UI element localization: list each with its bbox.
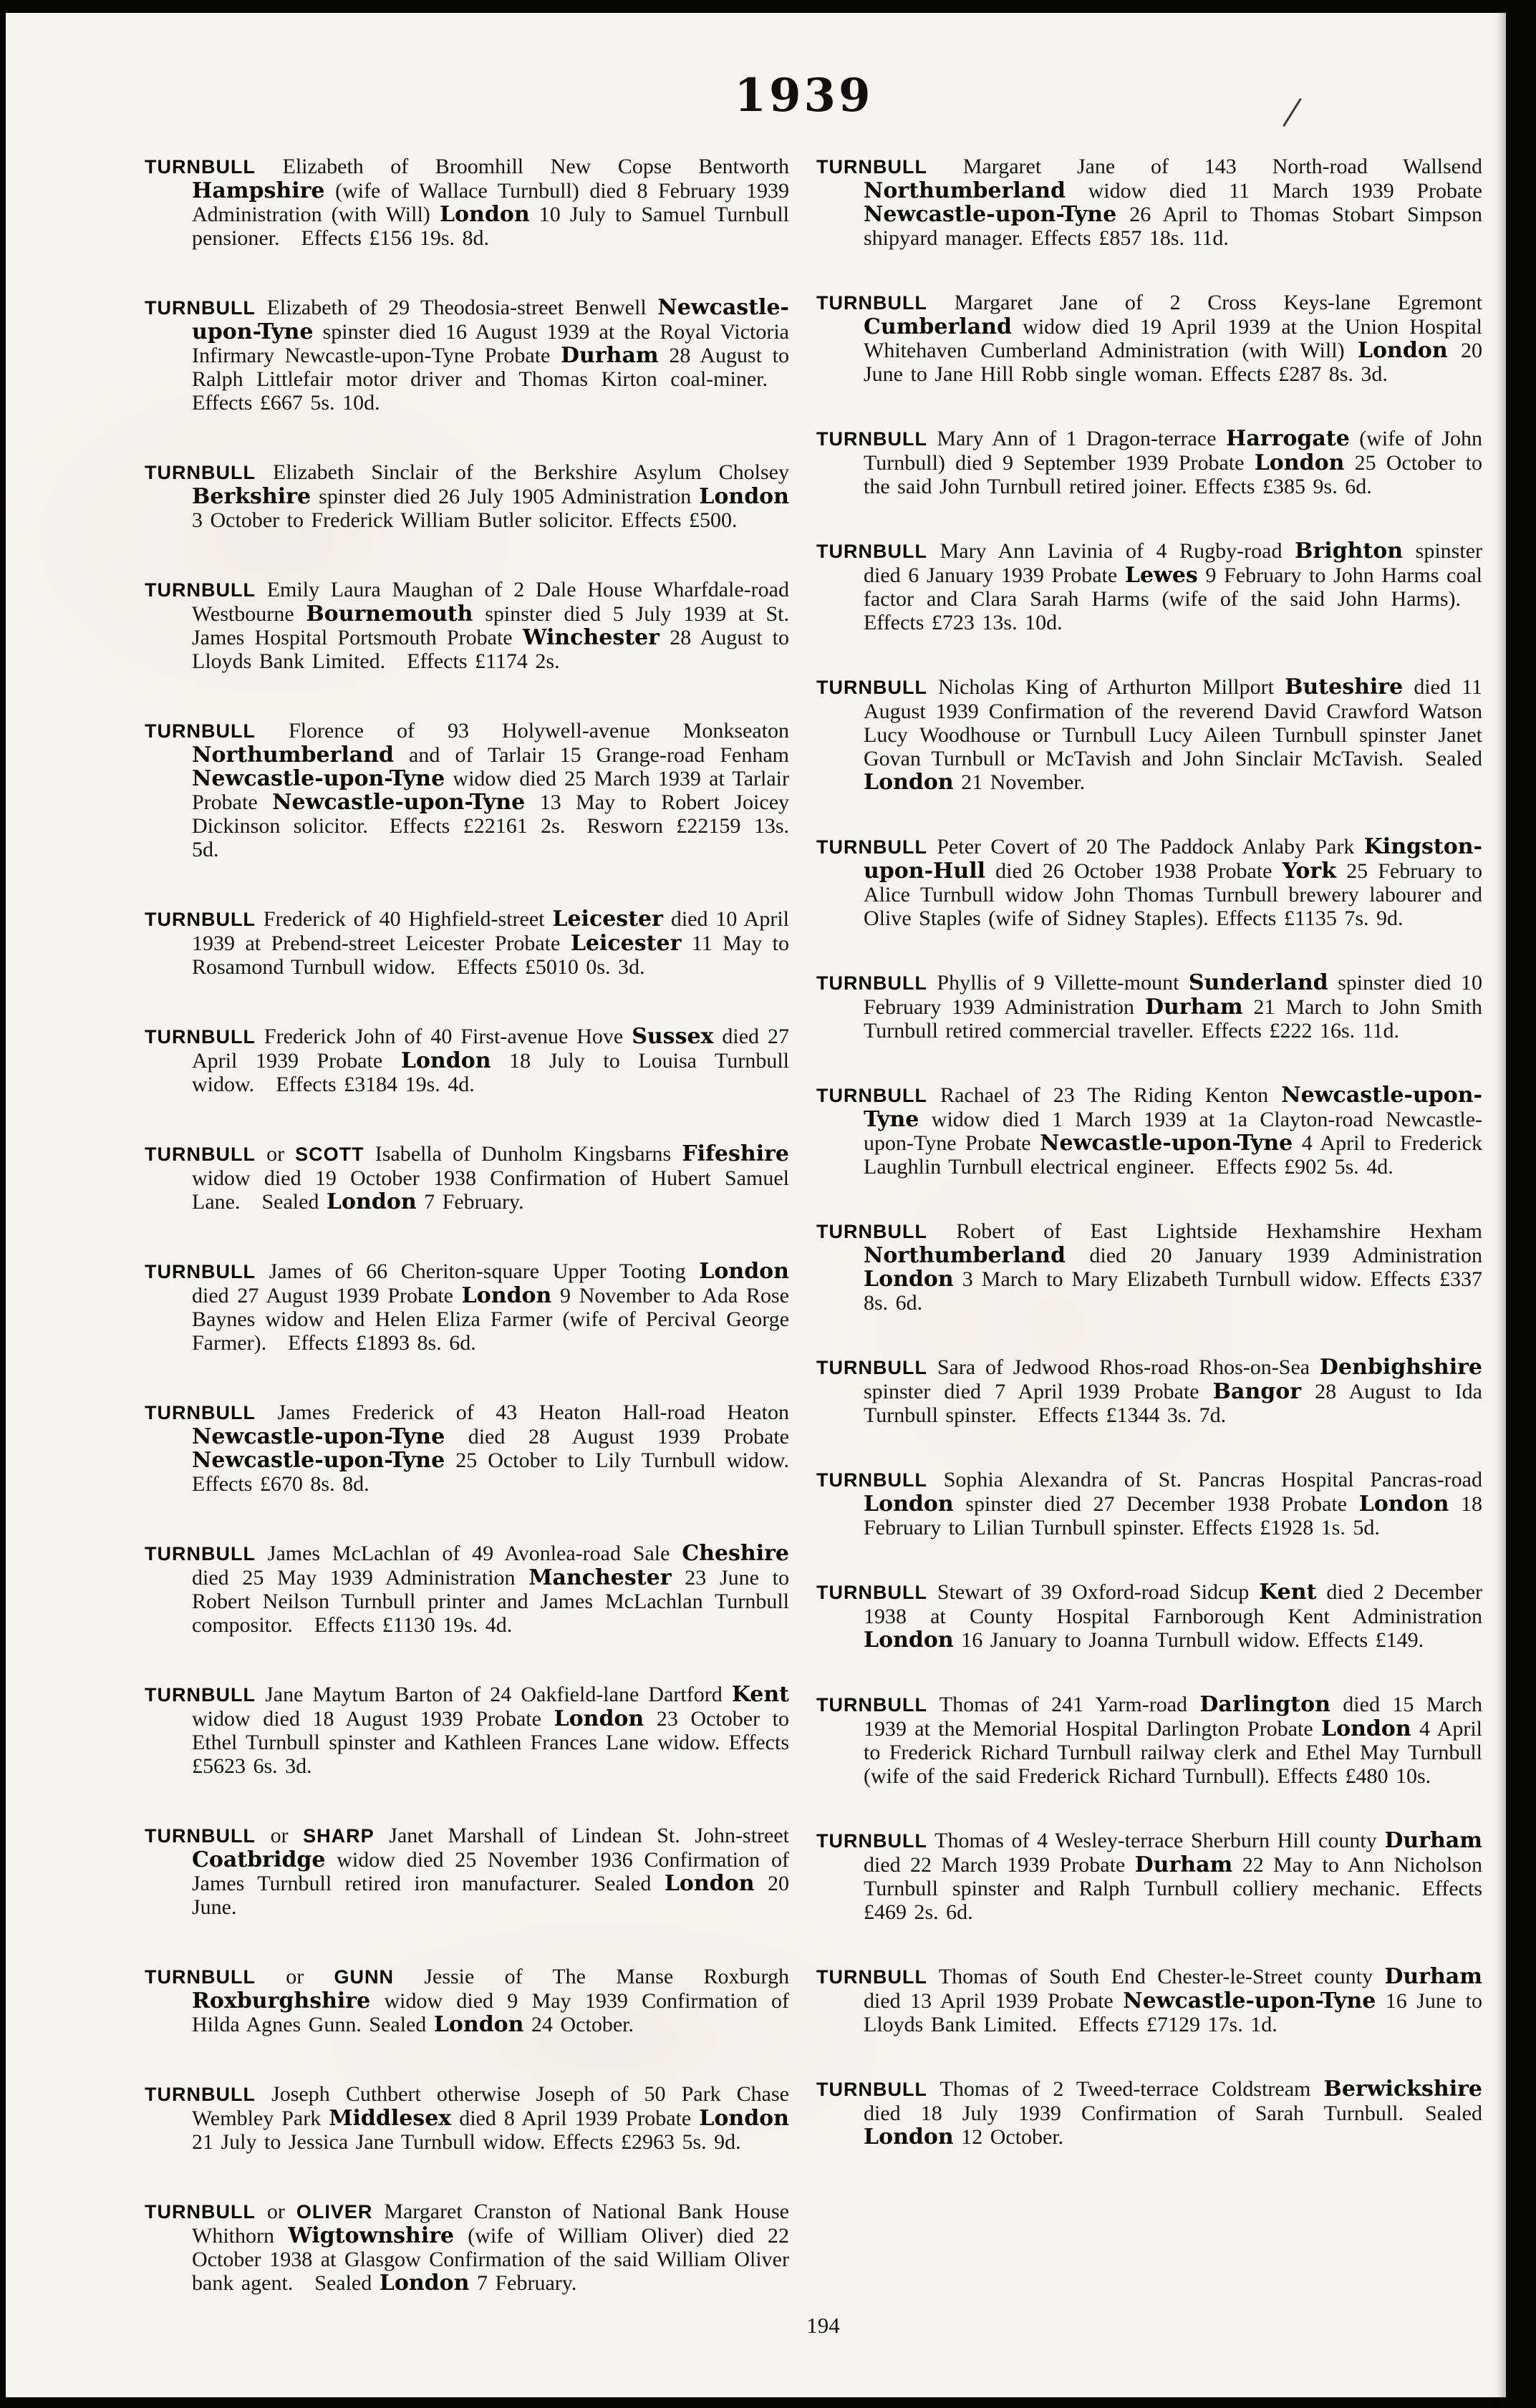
entry-text: 9 November to Ada Rose Baynes widow and Helen Eliza Farmer (wife of Percival George Farmer). Effects £1893 8s. 6d. [192, 1284, 789, 1355]
probate-entry [145, 1259, 789, 1355]
probate-entry [145, 907, 789, 979]
place-bold: London [433, 2012, 524, 2037]
entry-text: Frederick John of 40 First-avenue Hove [255, 1025, 632, 1048]
place-bold: Kingston-upon-Hull [864, 834, 1482, 884]
place-bold: Newcastle-upon-Tyne [192, 295, 789, 344]
place-bold: Buteshire [1285, 674, 1404, 700]
probate-entry [145, 2200, 789, 2295]
entry-text: died 10 April 1939 at Prebend-street Leicester Probate [192, 907, 789, 955]
place-bold: London [664, 1871, 755, 1896]
surname-bold: TURNBULL [145, 1402, 256, 1423]
entry-text: died 27 August 1939 Probate [192, 1284, 462, 1307]
place-bold: York [1282, 859, 1337, 884]
surname-bold: TURNBULL [816, 836, 927, 858]
place-bold: Sussex [632, 1024, 714, 1049]
page-number: 194 [806, 2313, 840, 2338]
place-bold: Newcastle-upon-Tyne [1040, 1131, 1293, 1156]
surname-bold: OLIVER [296, 2201, 373, 2223]
surname-bold: TURNBULL [816, 1085, 927, 1106]
place-bold: Lewes [1124, 563, 1198, 588]
entry-text: spinster died 27 December 1938 Probate [953, 1492, 1359, 1516]
probate-entry [145, 1401, 789, 1496]
entry-text: 20 June to Jane Hill Robb single woman. Effects £287 8s. 3d. [864, 339, 1482, 386]
entry-text: Janet Marshall of Lindean St. John-street [374, 1824, 789, 1847]
place-bold: London [699, 1259, 789, 1284]
entry-text: died 22 March 1939 Probate [864, 1853, 1135, 1877]
entry-text: 4 April to Frederick Laughlin Turnbull electrical engineer. Effects £902 5s. 4d. [864, 1131, 1482, 1179]
place-bold: Durham [1144, 995, 1243, 1020]
entry-text: Margaret Cranston of National Bank House Whithorn [192, 2200, 789, 2248]
entry-text: 3 October to Frederick William Butler solicitor. Effects £500. [192, 508, 738, 532]
entry-text: Joseph Cuthbert otherwise Joseph of 50 Park Chase Wembley Park [192, 2082, 789, 2130]
entry-text: Stewart of 39 Oxford-road Sidcup [927, 1580, 1260, 1604]
probate-entry [816, 1693, 1482, 1788]
entry-text: (wife of Wallace Turnbull) died 8 February 1939 Administration (with Will) [192, 179, 789, 226]
entry-text: widow died 18 August 1939 Probate [192, 1707, 554, 1731]
probate-entry [816, 1965, 1482, 2036]
entry-text: 23 June to Robert Neilson Turnbull printer and James McLachlan Turnbull compositor. Effects £1130 19s. 4d. [192, 1566, 790, 1637]
entry-text: Thomas of 241 Yarm-road [927, 1693, 1200, 1716]
entry-text: 13 May to Robert Joicey Dickinson solicitor. Effects £22161 2s. Resworn £22159 13s. 5d. [192, 790, 790, 861]
probate-entry [145, 1142, 789, 1214]
entry-text: widow died 11 March 1939 Probate [1065, 179, 1482, 203]
entry-text: spinster died 5 July 1939 at St. James Hospital Portsmouth Probate [192, 602, 790, 649]
entry-text: Florence of 93 Holywell-avenue Monkseaton [255, 719, 789, 743]
place-bold: Coatbridge [192, 1847, 326, 1872]
surname-bold: TURNBULL [145, 909, 256, 930]
surname-bold: TURNBULL [145, 1026, 256, 1048]
surname-bold: TURNBULL [145, 1543, 256, 1565]
place-bold: Kent [1259, 1580, 1317, 1605]
surname-bold: SHARP [303, 1825, 375, 1847]
entry-text: 18 February to Lilian Turnbull spinster. Effects £1928 1s. 5d. [864, 1492, 1483, 1539]
place-bold: London [439, 202, 530, 227]
probate-entry [145, 1965, 789, 2036]
place-bold: Wigtownshire [288, 2223, 455, 2248]
surname-bold: TURNBULL [145, 156, 256, 178]
entry-text: Robert of East Lightside Hexhamshire Hexham [927, 1219, 1482, 1243]
place-bold: London [864, 2124, 954, 2150]
probate-entry [145, 578, 789, 673]
surname-bold: TURNBULL [816, 1830, 927, 1852]
place-bold: Newcastle-upon-Tyne [272, 790, 526, 815]
entry-text: Thomas of 2 Tweed-terrace Coldstream [927, 2077, 1324, 2101]
column-right [816, 155, 1482, 2149]
entry-text: spinster died 7 April 1939 Probate [864, 1380, 1213, 1403]
probate-entry [816, 1829, 1482, 1924]
entry-text: Jane Maytum Barton of 24 Oakfield-lane Dartford [255, 1683, 732, 1706]
entry-text: died 25 May 1939 Administration [192, 1566, 529, 1590]
entry-text: James McLachlan of 49 Avonlea-road Sale [255, 1542, 682, 1565]
entry-text: Jessie of The Manse Roxburgh [394, 1965, 789, 1988]
entry-text: widow died 25 March 1939 at Tarlair Probate [192, 767, 789, 814]
place-bold: Leicester [552, 906, 663, 932]
entry-text: 7 February. [416, 1190, 524, 1214]
entry-text: spinster died 16 August 1939 at the Royal Victoria Infirmary Newcastle-upon-Tyne Probate [192, 320, 789, 367]
probate-entry [145, 1683, 789, 1778]
place-bold: Kent [731, 1682, 789, 1707]
place-bold: Sunderland [1188, 970, 1328, 995]
surname-bold: TURNBULL [816, 1357, 927, 1378]
place-bold: Durham [1134, 1852, 1233, 1877]
entry-text: 21 November. [953, 770, 1086, 794]
place-bold: London [461, 1283, 552, 1308]
place-bold: London [1358, 1491, 1449, 1517]
probate-entry [816, 1219, 1482, 1315]
entry-text: 16 June to Lloyds Bank Limited. Effects £7129 17s. 1d. [864, 1989, 1483, 2036]
surname-bold: TURNBULL [145, 297, 256, 319]
place-bold: London [1357, 338, 1448, 363]
entry-text: died 20 January 1939 Administration [1065, 1244, 1482, 1267]
surname-bold: TURNBULL [145, 1261, 256, 1282]
probate-entry [145, 460, 789, 532]
place-bold: London [1254, 450, 1345, 475]
entry-text: died 11 August 1939 Confirmation of the reverend David Crawford Watson Lucy Woodhouse or Turnbull Lucy Aileen Turnbull spinster Janet Govan Turnbull or McTavish and John Sinclair McTavish. Sealed [864, 675, 1482, 770]
place-bold: Hampshire [192, 178, 325, 203]
probate-entry [816, 1355, 1482, 1427]
entry-text: 25 February to Alice Turnbull widow John Thomas Turnbull brewery labourer and Olive Staples (wife of Sidney Staples). Effects £1135 7s. 9d. [864, 859, 1482, 930]
place-bold: Harrogate [1226, 426, 1350, 451]
place-bold: Bournemouth [306, 601, 473, 627]
entry-text: or [255, 2200, 296, 2223]
place-bold: Cumberland [864, 314, 1012, 339]
probate-entry [816, 835, 1482, 930]
probate-entry [816, 1083, 1482, 1179]
entry-text: James Frederick of 43 Heaton Hall-road Heaton [255, 1401, 789, 1424]
place-bold: Newcastle-upon-Tyne [192, 1448, 445, 1473]
entry-text: 16 January to Joanna Turnbull widow. Effects £149. [953, 1628, 1424, 1652]
entry-text: or [255, 1142, 296, 1166]
entry-text: Nicholas King of Arthurton Millport [927, 675, 1285, 699]
probate-entry [816, 539, 1482, 634]
surname-bold: TURNBULL [816, 972, 927, 994]
entry-text: Mary Ann of 1 Dragon-terrace [927, 427, 1227, 450]
surname-bold: SCOTT [295, 1143, 364, 1165]
place-bold: Northumberland [192, 743, 394, 768]
entry-text: died 15 March 1939 at the Memorial Hospital Darlington Probate [864, 1693, 1482, 1741]
surname-bold: TURNBULL [816, 541, 927, 562]
place-bold: Berkshire [192, 484, 311, 509]
probate-entry [816, 2077, 1482, 2149]
entry-text: Elizabeth of Broomhill New Copse Bentworth [255, 155, 789, 178]
surname-bold: TURNBULL [816, 1582, 927, 1603]
entry-text: Margaret Jane of 2 Cross Keys-lane Egremont [927, 291, 1482, 314]
entry-text: 23 October to Ethel Turnbull spinster and Kathleen Frances Lane widow. Effects £5623 6s. 3d. [192, 1707, 789, 1778]
place-bold: London [326, 1189, 417, 1214]
entry-text: James of 66 Cheriton-square Upper Tooting [255, 1259, 700, 1283]
surname-bold: GUNN [334, 1966, 395, 1988]
entry-text: Elizabeth Sinclair of the Berkshire Asylum Cholsey [255, 460, 789, 484]
probate-entry [145, 1542, 789, 1637]
place-bold: London [554, 1706, 644, 1731]
place-bold: Newcastle-upon-Tyne [864, 1083, 1482, 1132]
place-bold: Newcastle-upon-Tyne [1123, 1988, 1376, 2013]
place-bold: London [699, 484, 789, 509]
surname-bold: TURNBULL [145, 1966, 256, 1988]
entry-text: widow died 25 November 1936 Confirmation of James Turnbull retired iron manufacturer. Sealed [192, 1848, 789, 1895]
place-bold: Darlington [1199, 1692, 1330, 1717]
place-bold: London [864, 1628, 954, 1653]
entry-text: 21 March to John Smith Turnbull retired commercial traveller. Effects £222 16s. 11d. [864, 995, 1483, 1043]
entry-text: Peter Covert of 20 The Paddock Anlaby Park [927, 835, 1364, 859]
entry-text: Isabella of Dunholm Kingsbarns [364, 1142, 682, 1166]
place-bold: Brighton [1295, 538, 1404, 564]
entry-text: (wife of John Turnbull) died 9 September 1939 Probate [864, 427, 1482, 475]
entry-text: 26 April to Thomas Stobart Simpson shipyard manager. Effects £857 18s. 11d. [864, 203, 1482, 250]
place-bold: Durham [561, 343, 659, 368]
place-bold: Bangor [1212, 1379, 1302, 1404]
place-bold: Newcastle-upon-Tyne [192, 1424, 445, 1449]
entry-text: 25 October to the said John Turnbull retired joiner. Effects £385 9s. 6d. [864, 451, 1482, 498]
place-bold: Winchester [522, 625, 660, 650]
surname-bold: TURNBULL [145, 579, 256, 601]
probate-entry [816, 971, 1482, 1043]
entry-text: 28 August to Ralph Littlefair motor driver and Thomas Kirton coal-miner. Effects £667 5s. 10d. [192, 344, 789, 415]
surname-bold: TURNBULL [816, 1694, 927, 1716]
entry-text: Sophia Alexandra of St. Pancras Hospital Pancras-road [927, 1468, 1482, 1491]
entry-text: Elizabeth of 29 Theodosia-street Benwell [255, 296, 658, 319]
surname-bold: TURNBULL [816, 2079, 927, 2100]
place-bold: London [864, 1267, 954, 1292]
place-bold: Cheshire [682, 1541, 789, 1566]
entry-text: (wife of William Oliver) died 22 October 1938 at Glasgow Confirmation of the said William Oliver bank agent. Sealed [192, 2224, 789, 2295]
entry-text: 3 March to Mary Elizabeth Turnbull widow. Effects £337 8s. 6d. [864, 1267, 1482, 1315]
probate-entry [145, 2082, 789, 2154]
probate-entry [145, 1824, 789, 1919]
entry-text: Frederick of 40 Highfield-street [255, 907, 553, 931]
entry-text: Phyllis of 9 Villette-mount [927, 971, 1189, 995]
surname-bold: TURNBULL [145, 720, 256, 742]
place-bold: Manchester [528, 1565, 672, 1590]
probate-entry [145, 719, 789, 861]
entry-text: died 26 October 1938 Probate [985, 859, 1283, 883]
surname-bold: TURNBULL [145, 2084, 256, 2105]
entry-text: died 13 April 1939 Probate [864, 1989, 1124, 2013]
scan-border-right [1506, 0, 1536, 2408]
surname-bold: TURNBULL [816, 156, 927, 178]
place-bold: Leicester [570, 931, 682, 956]
entry-text: or [255, 1824, 304, 1847]
surname-bold: TURNBULL [816, 1469, 927, 1491]
probate-entry [816, 155, 1482, 250]
place-bold: Berwickshire [1323, 2076, 1482, 2102]
entry-text: or [255, 1965, 334, 1988]
place-bold: London [864, 1491, 954, 1517]
probate-entry [145, 1025, 789, 1096]
place-bold: Fifeshire [682, 1141, 789, 1166]
entry-text: Sara of Jedwood Rhos-road Rhos-on-Sea [927, 1355, 1320, 1379]
entry-text: 22 May to Ann Nicholson Turnbull spinster and Ralph Turnbull colliery mechanic. Effects £469 2s. 6d. [864, 1853, 1482, 1924]
entry-text: widow died 9 May 1939 Confirmation of Hilda Agnes Gunn. Sealed [192, 1989, 789, 2036]
place-bold: Newcastle-upon-Tyne [192, 766, 445, 791]
entry-text: Margaret Jane of 143 North-road Wallsend [927, 155, 1482, 178]
entry-text: 20 June. [192, 1872, 789, 1919]
entry-text: 11 May to Rosamond Turnbull widow. Effects £5010 0s. 3d. [192, 932, 789, 979]
entry-text: 28 August to Lloyds Bank Limited. Effects £1174 2s. [192, 626, 789, 673]
place-bold: Northumberland [864, 1243, 1066, 1268]
place-bold: Denbighshire [1319, 1355, 1482, 1380]
scan-border-left [0, 0, 6, 2408]
place-bold: London [699, 2106, 789, 2131]
surname-bold: TURNBULL [145, 2201, 256, 2223]
probate-entry [816, 291, 1482, 386]
entry-text: 9 February to John Harms coal factor and Clara Sarah Harms (wife of the said John Harms). Effects £723 13s. 10d. [864, 564, 1482, 634]
surname-bold: TURNBULL [816, 1221, 927, 1242]
entry-text: died 2 December 1938 at County Hospital Farnborough Kent Administration [864, 1580, 1482, 1628]
entry-text: Rachael of 23 The Riding Kenton [927, 1083, 1282, 1107]
entry-text: died 27 April 1939 Probate [192, 1025, 789, 1073]
page-header-year: 1939 [734, 69, 874, 122]
place-bold: Durham [1384, 1964, 1482, 1989]
entry-text: Thomas of 4 Wesley-terrace Sherburn Hill county [927, 1829, 1385, 1852]
probate-entry [816, 427, 1482, 498]
entry-text: died 28 August 1939 Probate [445, 1425, 789, 1449]
entry-text: 7 February. [469, 2271, 577, 2295]
place-bold: Middlesex [329, 2106, 452, 2131]
entry-text: Thomas of South End Chester-le-Street county [927, 1965, 1385, 1988]
entry-text: 12 October. [953, 2125, 1064, 2149]
entry-text: and of Tarlair 15 Grange-road Fenham [393, 743, 789, 767]
place-bold: Durham [1384, 1828, 1482, 1853]
entry-text: 28 August to Ida Turnbull spinster. Effects £1344 3s. 7d. [864, 1380, 1482, 1427]
place-bold: London [864, 770, 954, 795]
probate-entry [816, 1468, 1482, 1539]
entry-text: died 8 April 1939 Probate [451, 2107, 700, 2130]
entry-text: spinster died 10 February 1939 Administration [864, 971, 1482, 1019]
surname-bold: TURNBULL [145, 1825, 256, 1847]
place-bold: London [379, 2271, 470, 2296]
entry-text: Emily Laura Maughan of 2 Dale House Wharfdale-road Westbourne [192, 578, 789, 626]
surname-bold: TURNBULL [145, 462, 256, 483]
place-bold: Northumberland [864, 178, 1066, 203]
place-bold: London [1321, 1716, 1411, 1741]
entry-text: 10 July to Samuel Turnbull pensioner. Effects £156 19s. 8d. [192, 203, 789, 250]
probate-entry [145, 155, 789, 250]
entry-text: widow died 1 March 1939 at 1a Clayton-road Newcastle-upon-Tyne Probate [864, 1108, 1482, 1155]
entry-text: widow died 19 April 1939 at the Union Hospital Whitehaven Cumberland Administration (with Will) [864, 315, 1482, 362]
place-bold: Newcastle-upon-Tyne [864, 202, 1117, 227]
scan-border-top [0, 0, 1536, 13]
entry-text: Mary Ann Lavinia of 4 Rugby-road [927, 539, 1295, 563]
surname-bold: TURNBULL [145, 1143, 256, 1165]
entry-text: 24 October. [523, 2013, 634, 2036]
entry-text: 4 April to Frederick Richard Turnbull railway clerk and Ethel May Turnbull (wife of the said Frederick Richard Turnbull). Effects £480 10s. [864, 1717, 1482, 1788]
place-bold: Roxburghshire [192, 1988, 371, 2013]
surname-bold: TURNBULL [816, 1966, 927, 1988]
entry-text: 25 October to Lily Turnbull widow. Effects £670 8s. 8d. [192, 1449, 789, 1496]
surname-bold: TURNBULL [816, 292, 927, 314]
surname-bold: TURNBULL [816, 428, 927, 450]
entry-text: spinster died 6 January 1939 Probate [864, 539, 1482, 587]
entry-text: 18 July to Louisa Turnbull widow. Effects £3184 19s. 4d. [192, 1049, 789, 1096]
probate-entry [816, 1580, 1482, 1652]
scanned-page [6, 13, 1506, 2397]
entry-text: spinster died 26 July 1905 Administration [311, 485, 700, 508]
place-bold: London [400, 1048, 491, 1073]
surname-bold: TURNBULL [145, 1684, 256, 1706]
column-left [145, 155, 789, 2295]
probate-entry [145, 296, 789, 415]
probate-entry [816, 675, 1482, 794]
entry-text: 21 July to Jessica Jane Turnbull widow. Effects £2963 5s. 9d. [192, 2130, 741, 2154]
entry-text: widow died 19 October 1938 Confirmation of Hubert Samuel Lane. Sealed [192, 1166, 789, 1214]
entry-text: died 18 July 1939 Confirmation of Sarah Turnbull. Sealed [864, 2102, 1482, 2125]
scan-border-bottom [0, 2397, 1536, 2408]
surname-bold: TURNBULL [816, 677, 927, 698]
